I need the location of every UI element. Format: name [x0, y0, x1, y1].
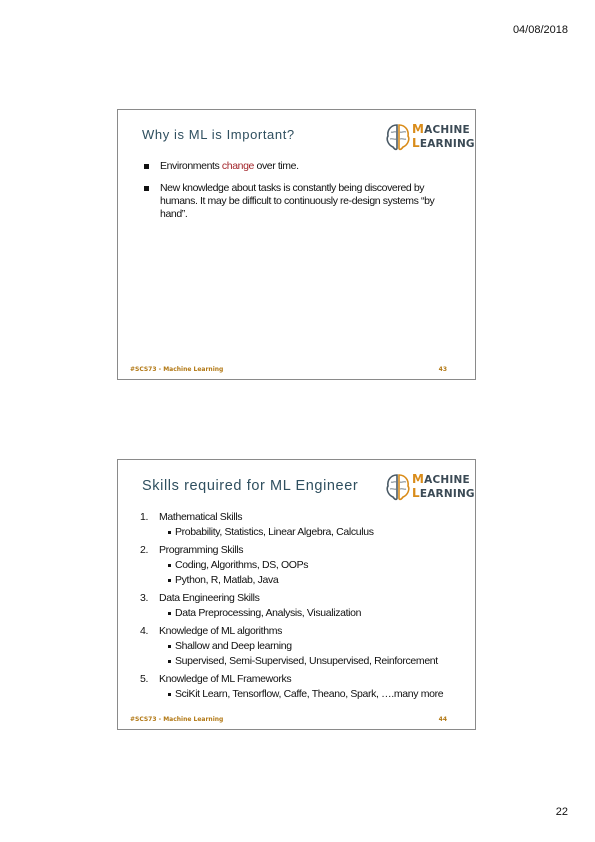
skill-label: Knowledge of ML Frameworks — [159, 673, 292, 685]
skill-detail: SciKit Learn, Tensorflow, Caffe, Theano, Spark, ….many more — [168, 687, 465, 702]
skill-item: 1. Mathematical Skills Probability, Statistics, Linear Algebra, Calculus — [140, 510, 465, 540]
skill-label: Data Engineering Skills — [159, 592, 260, 604]
brain-icon — [385, 122, 411, 152]
skill-item: 2. Programming Skills Coding, Algorithms, DS, OOPs Python, R, Matlab, Java — [140, 543, 465, 588]
logo-text: MACHINE LEARNING — [412, 472, 475, 500]
bullet-item: New knowledge about tasks is constantly being discovered by humans. It may be difficult to continuously re-design systems “by hand”. — [144, 182, 455, 221]
slide-number: 44 — [438, 716, 447, 723]
skill-detail: Shallow and Deep learning — [168, 639, 465, 654]
skill-item: 4. Knowledge of ML algorithms Shallow and Deep learning Supervised, Semi-Supervised, Unsupervised, Reinforcement — [140, 624, 465, 669]
brain-icon — [385, 472, 411, 502]
skill-detail: Probability, Statistics, Linear Algebra, Calculus — [168, 525, 465, 540]
slide-number: 43 — [438, 366, 447, 373]
bullet-item: Environments change over time. — [144, 160, 455, 173]
slide-footer-course: #SCS73 - Machine Learning — [130, 366, 224, 373]
skill-detail: Supervised, Semi-Supervised, Unsupervised, Reinforcement — [168, 654, 465, 669]
page-number: 22 — [555, 806, 568, 818]
skill-label: Mathematical Skills — [159, 511, 243, 523]
highlight-text: change — [221, 160, 254, 172]
skill-item: 5. Knowledge of ML Frameworks SciKit Learn, Tensorflow, Caffe, Theano, Spark, ….many more — [140, 672, 465, 702]
logo-text: MACHINE LEARNING — [412, 122, 475, 150]
machine-learning-logo — [385, 122, 475, 152]
machine-learning-logo — [385, 472, 475, 502]
slide-footer-course: #SCS73 - Machine Learning — [130, 716, 224, 723]
bullet-list — [144, 160, 455, 230]
page-date: 04/08/2018 — [512, 24, 568, 36]
skill-label: Programming Skills — [159, 544, 244, 556]
skills-list — [140, 510, 465, 705]
skill-detail: Python, R, Matlab, Java — [168, 573, 465, 588]
slide-title: Skills required for ML Engineer — [142, 478, 359, 494]
skill-item: 3. Data Engineering Skills Data Preprocessing, Analysis, Visualization — [140, 591, 465, 621]
slide-why-ml-important — [117, 109, 476, 380]
slide-title: Why is ML is Important? — [142, 127, 295, 142]
slide-skills-ml-engineer — [117, 459, 476, 730]
skill-label: Knowledge of ML algorithms — [159, 625, 282, 637]
skill-detail: Coding, Algorithms, DS, OOPs — [168, 558, 465, 573]
skill-detail: Data Preprocessing, Analysis, Visualization — [168, 606, 465, 621]
